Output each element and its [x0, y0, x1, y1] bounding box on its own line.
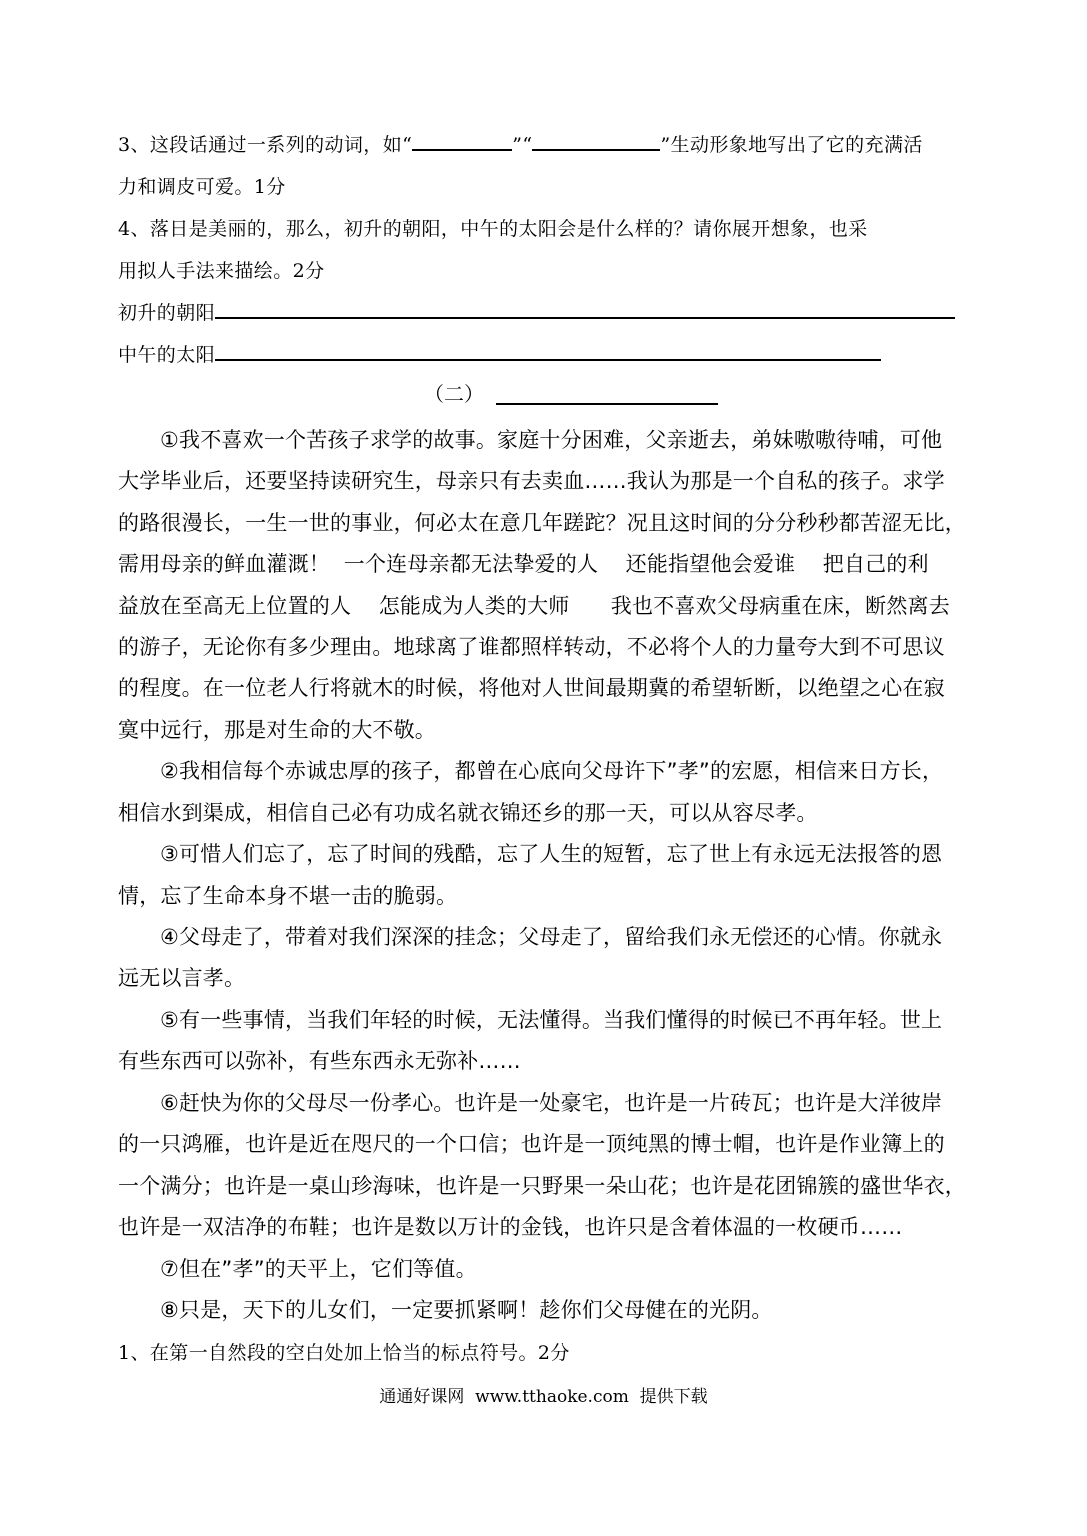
- passage-line: 益放在至高无上位置的人 怎能成为人类的大师 我也不喜欢父母病重在床，断然离去: [118, 594, 950, 618]
- section-title: （二）: [424, 382, 484, 406]
- section-title-blank[interactable]: [496, 403, 718, 405]
- answer-blank-2[interactable]: [532, 131, 660, 151]
- passage-line: ⑥赶快为你的父母尽一份孝心。也许是一处豪宅，也许是一片砖瓦；也许是大洋彼岸: [160, 1091, 943, 1115]
- fill-sunrise-blank[interactable]: [215, 299, 955, 319]
- question-4-line-2: 用拟人手法来描绘。2分: [118, 260, 325, 282]
- passage-line: 相信水到渠成，相信自己必有功成名就衣锦还乡的那一天，可以从容尽孝。: [118, 801, 818, 825]
- question-4-line-1: 4、落日是美丽的，那么，初升的朝阳，中午的太阳会是什么样的？请你展开想象，也采: [118, 218, 868, 240]
- passage-line: 的程度。在一位老人行将就木的时候，将他对人世间最期冀的希望斩断，以绝望之心在寂: [118, 676, 945, 700]
- passage-line: 的游子，无论你有多少理由。地球离了谁都照样转动，不必将个人的力量夸大到不可思议: [118, 635, 945, 659]
- fill-noon-blank[interactable]: [215, 341, 881, 361]
- answer-blank-1[interactable]: [412, 131, 512, 151]
- passage-line: ③可惜人们忘了，忘了时间的残酷，忘了人生的短暂，忘了世上有永远无法报答的恩: [160, 842, 943, 866]
- passage-line: 远无以言孝。: [118, 966, 246, 990]
- passage-line: 情，忘了生命本身不堪一击的脆弱。: [118, 884, 458, 908]
- question-3-line-2: 力和调皮可爱。1分: [118, 176, 286, 198]
- passage-line: ①我不喜欢一个苦孩子求学的故事。家庭十分困难，父亲逝去，弟妹嗷嗷待哺，可他: [160, 428, 943, 452]
- question-1: 1、在第一自然段的空白处加上恰当的标点符号。2分: [118, 1342, 570, 1364]
- passage-line: 也许是一双洁净的布鞋；也许是数以万计的金钱，也许只是含着体温的一枚硬币……: [118, 1215, 903, 1239]
- passage-line: ④父母走了，带着对我们深深的挂念；父母走了，留给我们永无偿还的心情。你就永: [160, 925, 943, 949]
- fill-noon-label: 中午的太阳: [118, 344, 216, 366]
- passage-line: ⑧只是，天下的儿女们，一定要抓紧啊！趁你们父母健在的光阴。: [160, 1298, 773, 1322]
- fill-sunrise-label: 初升的朝阳: [118, 302, 216, 324]
- passage-line: 的一只鸿雁，也许是近在咫尺的一个口信；也许是一顶纯黑的博士帽，也许是作业簿上的: [118, 1132, 945, 1156]
- page-footer: 通通好课网 www.tthaoke.com 提供下载: [379, 1387, 708, 1407]
- passage-line: ⑤有一些事情，当我们年轻的时候，无法懂得。当我们懂得的时候已不再年轻。世上: [160, 1008, 943, 1032]
- passage-line: 一个满分；也许是一桌山珍海味，也许是一只野果一朵山花；也许是花团锦簇的盛世华衣，: [118, 1174, 966, 1198]
- passage-line: 需用母亲的鲜血灌溉！ 一个连母亲都无法挚爱的人 还能指望他会爱谁 把自己的利: [118, 552, 929, 576]
- passage-line: 大学毕业后，还要坚持读研究生，母亲只有去卖血……我认为那是一个自私的孩子。求学: [118, 469, 945, 493]
- question-3-text-b: ”“: [512, 134, 533, 156]
- passage-line: ⑦但在”孝”的天平上，它们等值。: [160, 1257, 477, 1281]
- fill-noon-row: [118, 340, 881, 367]
- question-3-text-c: ”生动形象地写出了它的充满活: [660, 134, 923, 156]
- question-3-line-1: [118, 130, 923, 157]
- question-3-text-a: 3、这段话通过一系列的动词，如“: [118, 134, 413, 156]
- passage-line: 有些东西可以弥补，有些东西永无弥补……: [118, 1049, 521, 1073]
- passage-line: 的路很漫长，一生一世的事业，何必太在意几年蹉跎？况且这时间的分分秒秒都苦涩无比，: [118, 511, 966, 535]
- passage-line: 寞中远行，那是对生命的大不敬。: [118, 718, 436, 742]
- passage-line: ②我相信每个赤诚忠厚的孩子，都曾在心底向父母许下”孝”的宏愿，相信来日方长，: [160, 759, 944, 783]
- fill-sunrise-row: [118, 298, 955, 325]
